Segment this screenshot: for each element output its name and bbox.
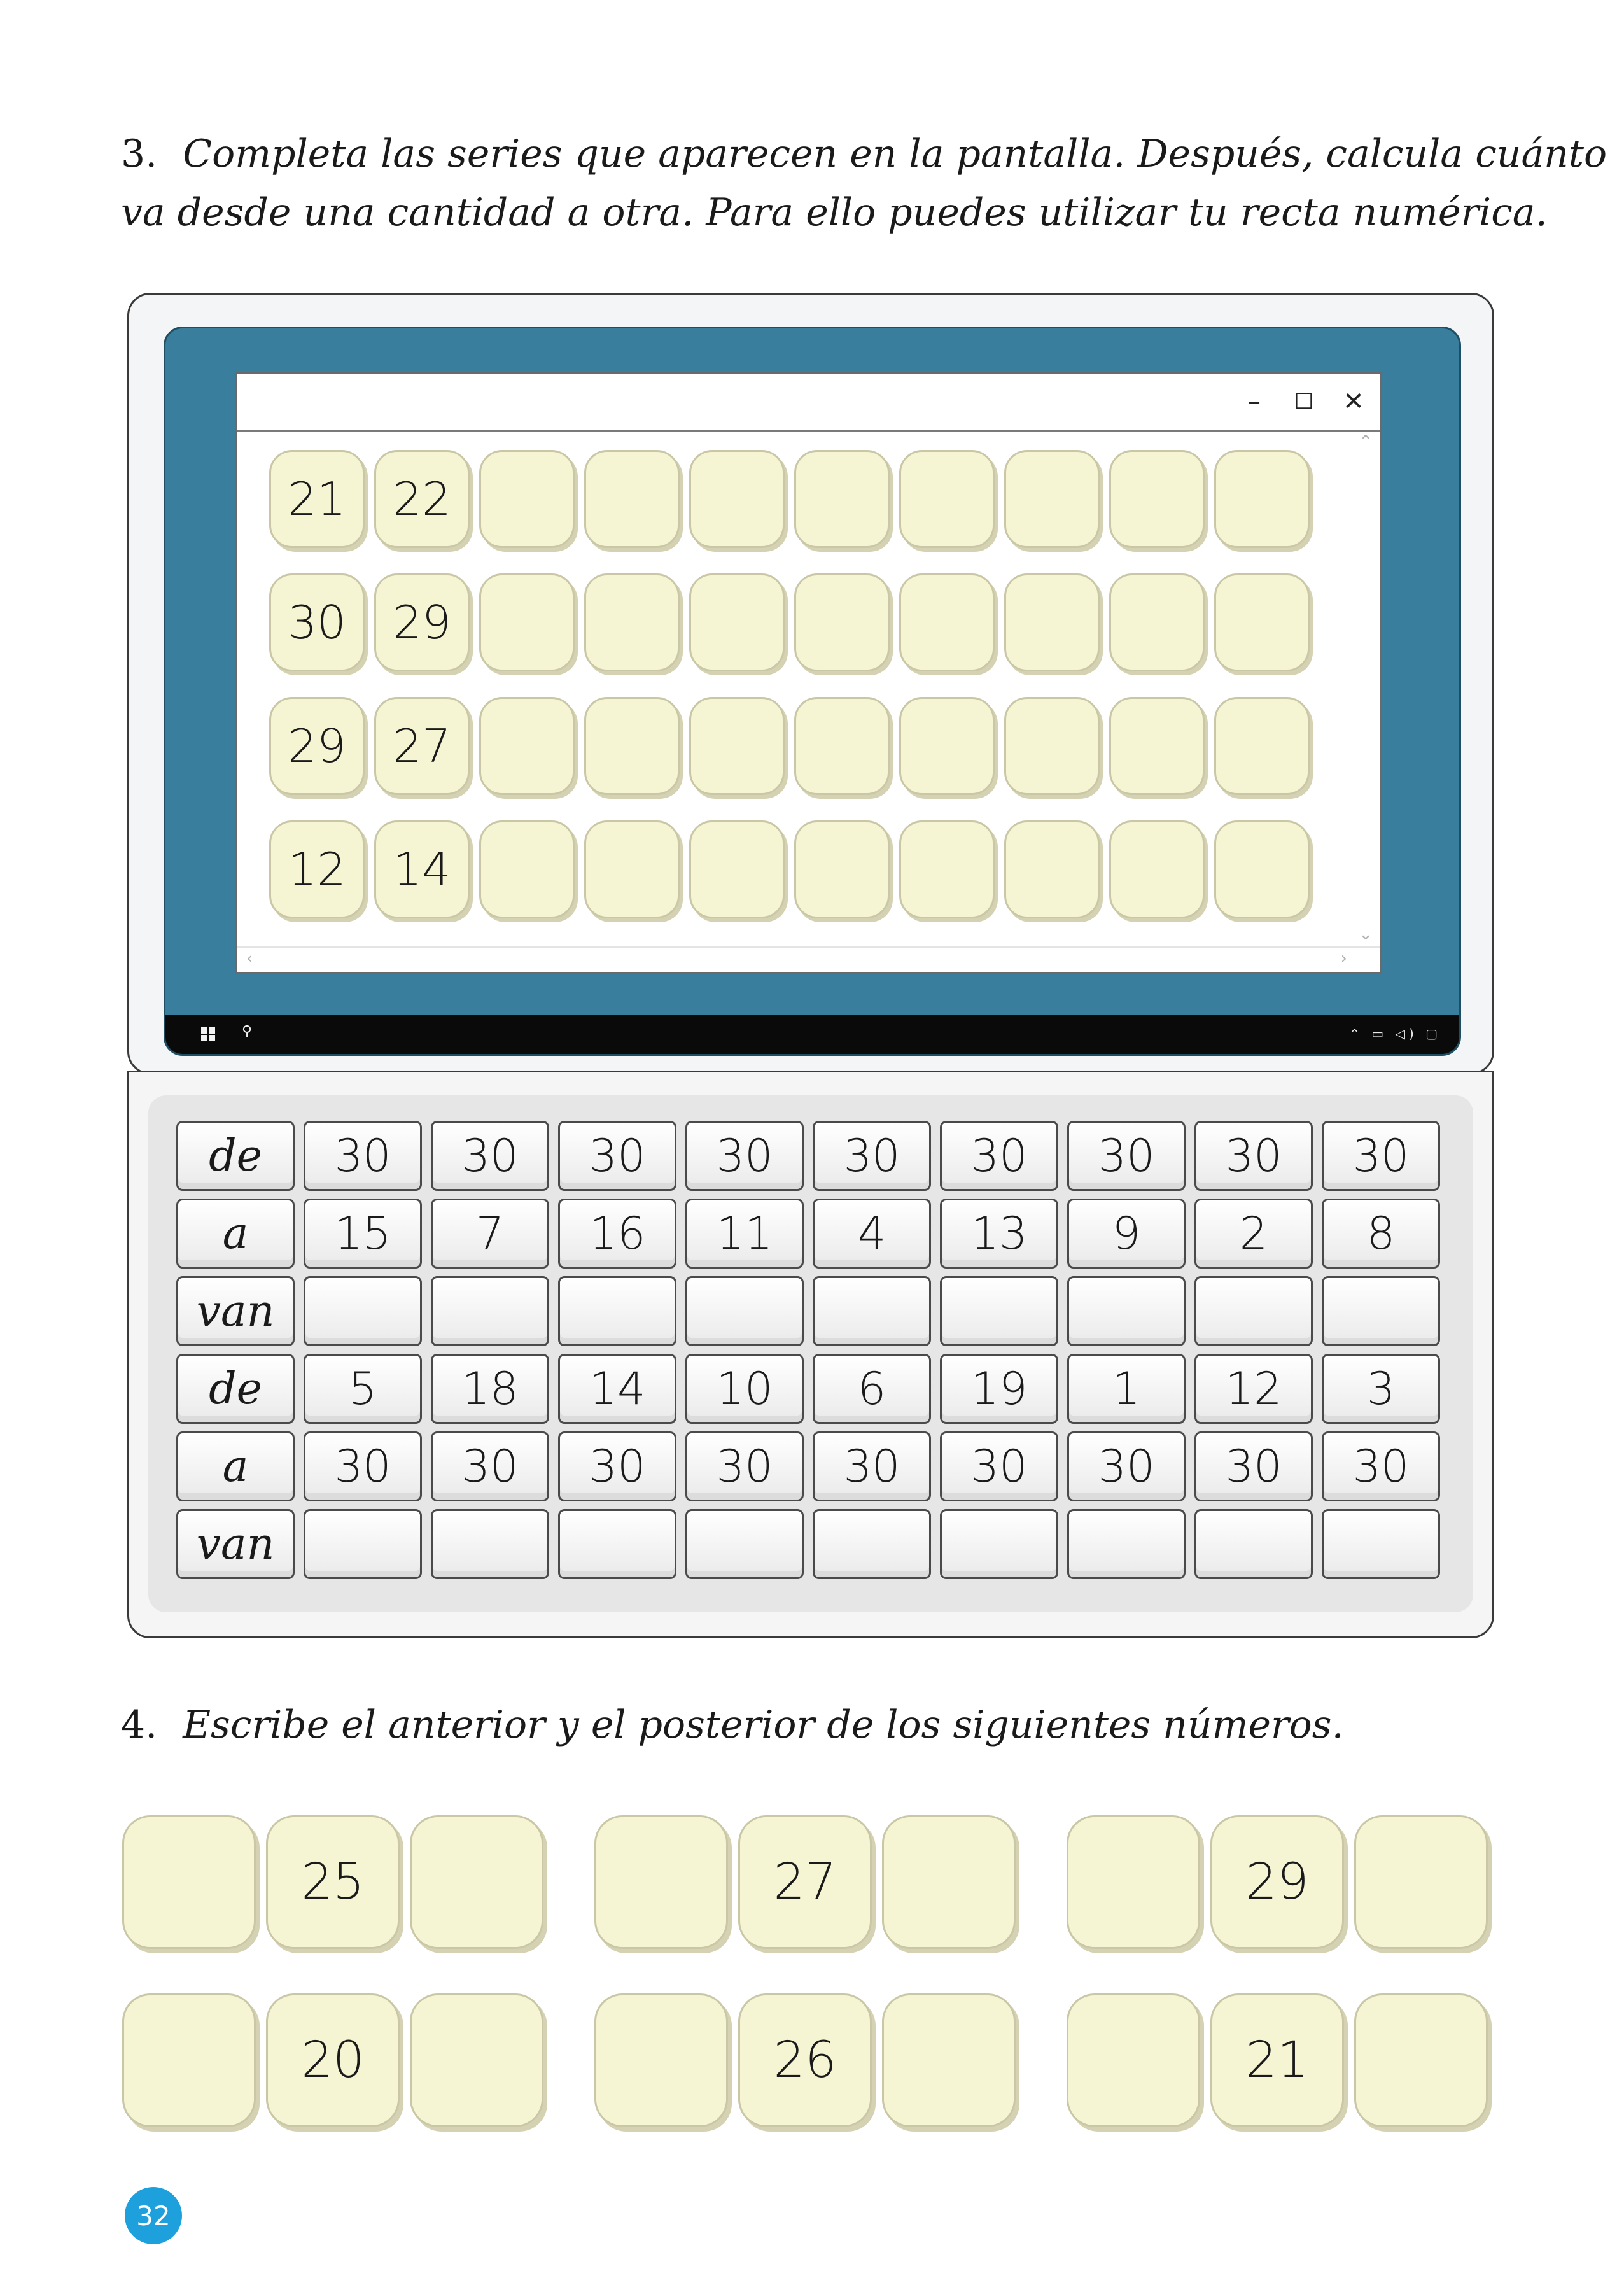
- series-blank-tile[interactable]: [689, 450, 785, 548]
- series-blank-tile[interactable]: [584, 697, 680, 795]
- next-number-tile[interactable]: [882, 1993, 1016, 2127]
- series-blank-tile[interactable]: [1004, 573, 1100, 671]
- series-blank-tile[interactable]: [1109, 573, 1205, 671]
- neighbor-group: [594, 1815, 1026, 1949]
- series-blank-tile[interactable]: [1004, 450, 1100, 548]
- key-cell: 6: [813, 1354, 931, 1424]
- answer-cell[interactable]: [1322, 1276, 1440, 1346]
- series-blank-tile[interactable]: [689, 573, 785, 671]
- key-cell: 30: [431, 1121, 549, 1191]
- scroll-left-icon[interactable]: ‹: [246, 949, 253, 968]
- previous-number-tile[interactable]: [594, 1815, 728, 1949]
- key-cell: 30: [813, 1431, 931, 1501]
- keyboard-row-de: [176, 1354, 1449, 1424]
- key-cell: 12: [1194, 1354, 1313, 1424]
- series-blank-tile[interactable]: [899, 697, 995, 795]
- keyboard-row-a: [176, 1431, 1449, 1501]
- keyboard-table: [176, 1121, 1449, 1587]
- next-number-tile[interactable]: [1354, 1993, 1488, 2127]
- key-cell: 30: [1067, 1431, 1186, 1501]
- app-window: [235, 372, 1382, 974]
- key-cell: 30: [813, 1121, 931, 1191]
- exercise-4-text: Escribe el anterior y el posterior de los siguientes números.: [183, 1703, 1344, 1747]
- series-row: [269, 820, 1319, 918]
- previous-number-tile[interactable]: [594, 1993, 728, 2127]
- given-number-tile: 20: [266, 1993, 400, 2127]
- keyboard-row-de: [176, 1121, 1449, 1191]
- next-number-tile[interactable]: [410, 1815, 543, 1949]
- series-blank-tile[interactable]: [584, 820, 680, 918]
- series-blank-tile[interactable]: [1004, 697, 1100, 795]
- laptop-lid: [127, 293, 1494, 1074]
- series-grid: [269, 450, 1319, 944]
- given-number-tile: 26: [738, 1993, 872, 2127]
- key-cell: 3: [1322, 1354, 1440, 1424]
- row-label-de: de: [176, 1121, 295, 1191]
- series-blank-tile[interactable]: [689, 697, 785, 795]
- horizontal-scrollbar[interactable]: [237, 946, 1380, 972]
- series-blank-tile[interactable]: [479, 573, 575, 671]
- row-label-a: a: [176, 1199, 295, 1269]
- close-icon[interactable]: ✕: [1343, 387, 1364, 416]
- key-cell: 30: [1322, 1431, 1440, 1501]
- key-cell: 30: [558, 1121, 676, 1191]
- series-blank-tile[interactable]: [899, 573, 995, 671]
- laptop-screen: [164, 327, 1461, 1056]
- previous-number-tile[interactable]: [122, 1993, 256, 2127]
- system-tray-icons[interactable]: ⌃ ▭ ◁) ▢: [1349, 1026, 1441, 1041]
- key-cell: 30: [685, 1431, 804, 1501]
- key-cell: 30: [558, 1431, 676, 1501]
- series-blank-tile[interactable]: [899, 450, 995, 548]
- key-cell: 7: [431, 1199, 549, 1269]
- key-cell: 30: [1322, 1121, 1440, 1191]
- series-blank-tile[interactable]: [794, 697, 890, 795]
- windows-start-icon[interactable]: [201, 1027, 215, 1041]
- laptop-base: [127, 1071, 1494, 1638]
- key-cell: 4: [813, 1199, 931, 1269]
- keyboard-row-a: [176, 1199, 1449, 1269]
- answer-cell[interactable]: [304, 1509, 422, 1579]
- answer-cell[interactable]: [940, 1509, 1058, 1579]
- scroll-right-icon[interactable]: ›: [1340, 949, 1347, 968]
- key-cell: 13: [940, 1199, 1058, 1269]
- key-cell: 30: [940, 1431, 1058, 1501]
- neighbor-group: [122, 1993, 554, 2127]
- row-label-van: van: [176, 1276, 295, 1346]
- series-blank-tile[interactable]: [689, 820, 785, 918]
- series-blank-tile[interactable]: [899, 820, 995, 918]
- key-cell: 1: [1067, 1354, 1186, 1424]
- key-cell: 19: [940, 1354, 1058, 1424]
- series-blank-tile[interactable]: [1004, 820, 1100, 918]
- search-icon[interactable]: ⚲: [242, 1023, 253, 1039]
- key-cell: 16: [558, 1199, 676, 1269]
- answer-cell[interactable]: [813, 1509, 931, 1579]
- minimize-icon[interactable]: –: [1248, 387, 1261, 416]
- key-cell: 8: [1322, 1199, 1440, 1269]
- exercise-4-instruction: [121, 1696, 1344, 1754]
- series-blank-tile[interactable]: [794, 450, 890, 548]
- series-row: [269, 573, 1319, 671]
- next-number-tile[interactable]: [882, 1815, 1016, 1949]
- given-number-tile: 21: [1210, 1993, 1344, 2127]
- key-cell: 30: [1067, 1121, 1186, 1191]
- answer-cell[interactable]: [1194, 1276, 1313, 1346]
- answer-cell[interactable]: [431, 1509, 549, 1579]
- key-cell: 30: [1194, 1121, 1313, 1191]
- answer-cell[interactable]: [685, 1276, 804, 1346]
- series-blank-tile[interactable]: [479, 820, 575, 918]
- exercise-3-number: 3.: [121, 132, 158, 176]
- answer-cell[interactable]: [431, 1276, 549, 1346]
- exercise-3-line-2: va desde una cantidad a otra. Para ello puedes utilizar tu recta numérica.: [121, 190, 1548, 235]
- key-cell: 18: [431, 1354, 549, 1424]
- exercise-3-instruction-cont: [121, 183, 1548, 242]
- given-number-tile: 29: [1210, 1815, 1344, 1949]
- answer-cell[interactable]: [1067, 1509, 1186, 1579]
- scroll-up-icon[interactable]: ⌃: [1359, 432, 1373, 451]
- scroll-down-icon[interactable]: ⌄: [1359, 925, 1373, 944]
- page-number-badge: 32: [125, 2187, 182, 2244]
- exercise-3-line-1: Completa las series que aparecen en la pantalla. Después, calcula cuánto: [183, 132, 1607, 176]
- series-tile: 21: [269, 450, 365, 548]
- key-cell: 11: [685, 1199, 804, 1269]
- row-label-de: de: [176, 1354, 295, 1424]
- answer-cell[interactable]: [558, 1276, 676, 1346]
- keyboard-row-van: [176, 1276, 1449, 1346]
- neighbor-group: [122, 1815, 554, 1949]
- key-cell: 14: [558, 1354, 676, 1424]
- previous-number-tile[interactable]: [122, 1815, 256, 1949]
- series-tile: 27: [374, 697, 470, 795]
- series-tile: 12: [269, 820, 365, 918]
- answer-cell[interactable]: [1067, 1276, 1186, 1346]
- answer-cell[interactable]: [304, 1276, 422, 1346]
- key-cell: 30: [304, 1121, 422, 1191]
- series-blank-tile[interactable]: [479, 450, 575, 548]
- next-number-tile[interactable]: [1354, 1815, 1488, 1949]
- key-cell: 30: [304, 1431, 422, 1501]
- series-blank-tile[interactable]: [1214, 573, 1310, 671]
- exercise-3-instruction: [121, 125, 1607, 183]
- answer-cell[interactable]: [813, 1276, 931, 1346]
- row-label-van: van: [176, 1509, 295, 1579]
- maximize-icon[interactable]: ☐: [1294, 389, 1314, 414]
- answer-cell[interactable]: [1322, 1509, 1440, 1579]
- answer-cell[interactable]: [1194, 1509, 1313, 1579]
- series-blank-tile[interactable]: [479, 697, 575, 795]
- key-cell: 30: [1194, 1431, 1313, 1501]
- key-cell: 5: [304, 1354, 422, 1424]
- series-blank-tile[interactable]: [584, 573, 680, 671]
- taskbar: [165, 1015, 1459, 1054]
- key-cell: 10: [685, 1354, 804, 1424]
- answer-cell[interactable]: [940, 1276, 1058, 1346]
- key-cell: 9: [1067, 1199, 1186, 1269]
- answer-cell[interactable]: [685, 1509, 804, 1579]
- previous-number-tile[interactable]: [1067, 1815, 1200, 1949]
- exercise-4-number: 4.: [121, 1703, 158, 1747]
- series-blank-tile[interactable]: [1109, 820, 1205, 918]
- key-cell: 30: [940, 1121, 1058, 1191]
- series-tile: 14: [374, 820, 470, 918]
- series-tile: 29: [374, 573, 470, 671]
- series-row: [269, 697, 1319, 795]
- key-cell: 15: [304, 1199, 422, 1269]
- given-number-tile: 27: [738, 1815, 872, 1949]
- keyboard-row-van: [176, 1509, 1449, 1579]
- series-blank-tile[interactable]: [1214, 820, 1310, 918]
- series-blank-tile[interactable]: [1214, 697, 1310, 795]
- previous-number-tile[interactable]: [1067, 1993, 1200, 2127]
- key-cell: 30: [431, 1431, 549, 1501]
- series-tile: 29: [269, 697, 365, 795]
- series-blank-tile[interactable]: [1109, 697, 1205, 795]
- answer-cell[interactable]: [558, 1509, 676, 1579]
- series-tile: 22: [374, 450, 470, 548]
- series-blank-tile[interactable]: [1214, 450, 1310, 548]
- next-number-tile[interactable]: [410, 1993, 543, 2127]
- neighbor-group: [1067, 1815, 1498, 1949]
- series-blank-tile[interactable]: [794, 573, 890, 671]
- key-cell: 30: [685, 1121, 804, 1191]
- series-blank-tile[interactable]: [794, 820, 890, 918]
- series-row: [269, 450, 1319, 548]
- neighbor-group: [594, 1993, 1026, 2127]
- series-blank-tile[interactable]: [584, 450, 680, 548]
- series-blank-tile[interactable]: [1109, 450, 1205, 548]
- given-number-tile: 25: [266, 1815, 400, 1949]
- series-tile: 30: [269, 573, 365, 671]
- key-cell: 2: [1194, 1199, 1313, 1269]
- window-titlebar: [237, 374, 1380, 432]
- neighbor-group: [1067, 1993, 1498, 2127]
- keyboard: [148, 1095, 1473, 1612]
- row-label-a: a: [176, 1431, 295, 1501]
